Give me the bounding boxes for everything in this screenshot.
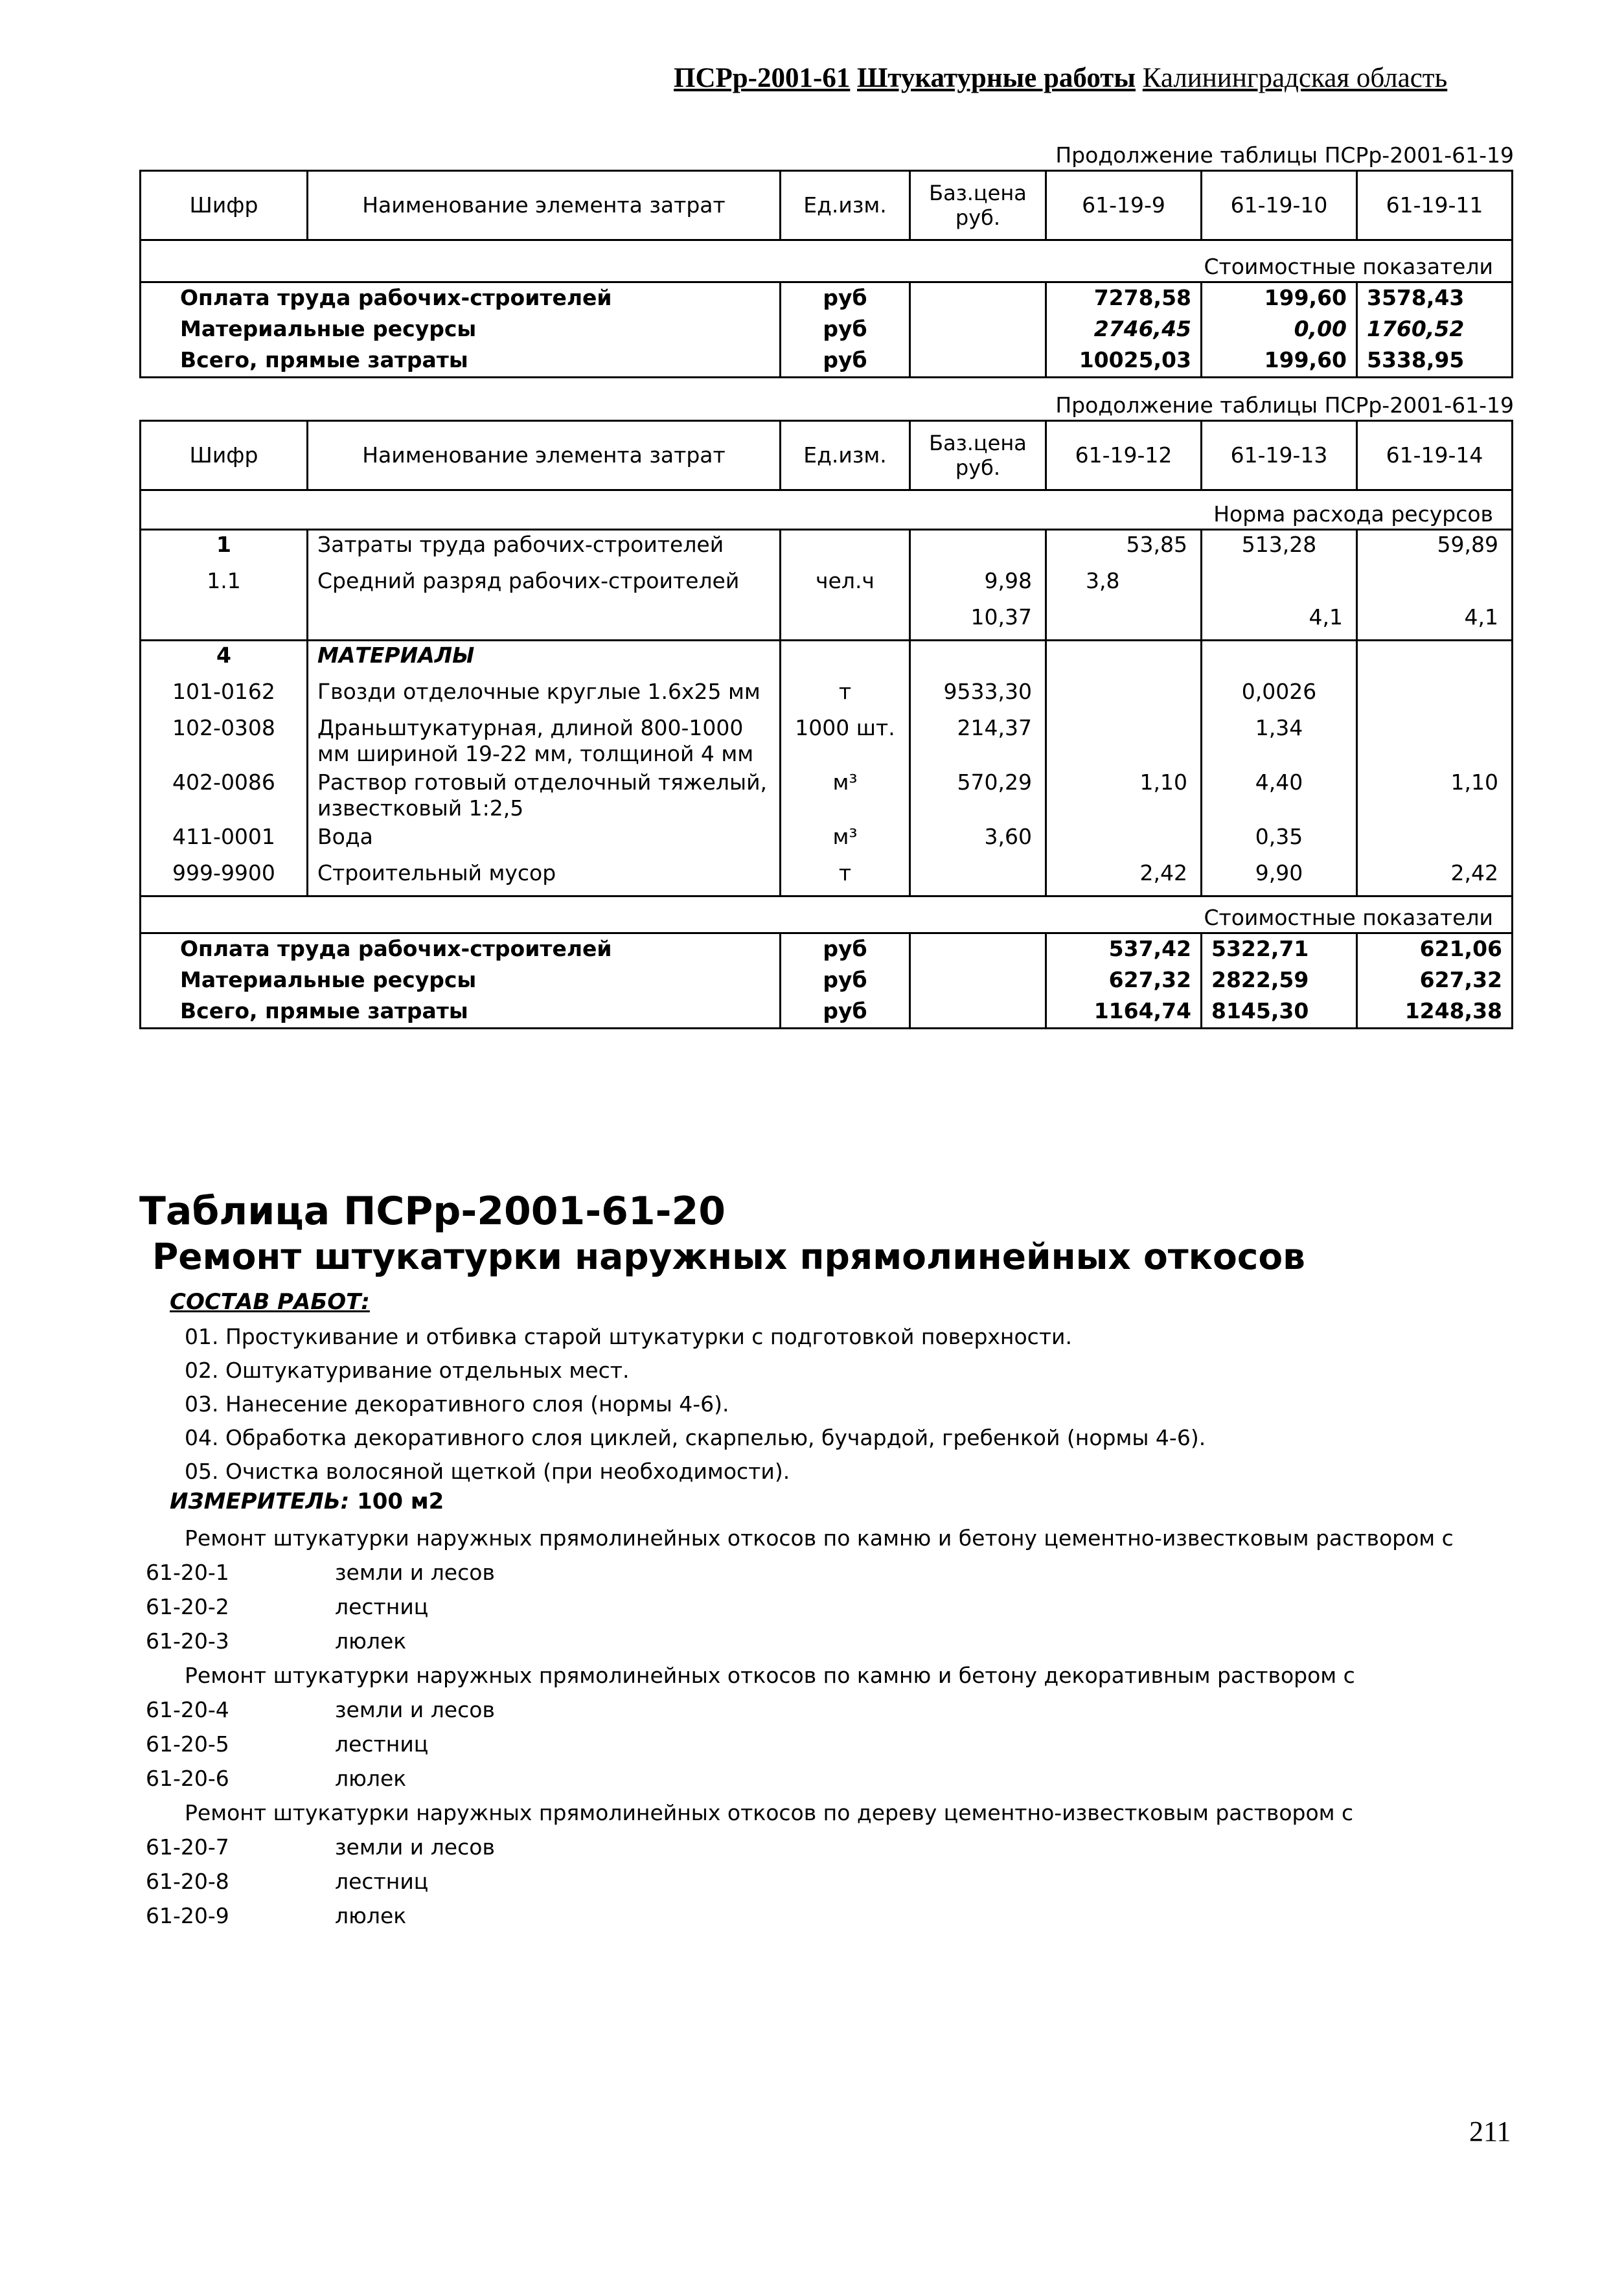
summary-row — [141, 345, 1513, 378]
row-name: Вода — [308, 823, 781, 859]
summary-unit: руб — [781, 933, 910, 966]
row-value: 53,85 — [1046, 530, 1202, 567]
row-name: Драньштукатурная, длиной 800-1000 мм шириной 19-22 мм, толщиной 4 мм — [308, 714, 781, 768]
norm-item — [146, 1830, 1454, 1864]
row-value — [1202, 567, 1357, 603]
summary-value: 0,00 — [1202, 314, 1357, 345]
summary-value: 5322,71 — [1202, 933, 1357, 966]
row-value — [1357, 678, 1513, 714]
norm-item — [146, 1864, 1454, 1899]
summary-name: Материальные ресурсы — [141, 314, 781, 345]
row-value: 2,42 — [1357, 859, 1513, 896]
row-unit: м³ — [781, 768, 910, 823]
summary-value: 1760,52 — [1357, 314, 1513, 345]
norm-groups — [146, 1521, 1454, 1933]
table-row — [141, 823, 1513, 859]
summary-price — [910, 996, 1046, 1029]
summary-name: Материальные ресурсы — [141, 965, 781, 996]
norm-code: 61-20-4 — [146, 1697, 229, 1722]
table-a-continuation-note: Продолжение таблицы ПСРр-2001-61-19 — [1055, 143, 1514, 168]
summary-price — [910, 314, 1046, 345]
col-header: Шифр — [141, 421, 308, 490]
row-value — [1357, 823, 1513, 859]
col-header: Баз.цена руб. — [910, 421, 1046, 490]
section-title: Стоимостные показатели — [141, 896, 1513, 933]
summary-value: 1164,74 — [1046, 996, 1202, 1029]
row-value: 9,90 — [1202, 859, 1357, 896]
section-title: Стоимостные показатели — [141, 240, 1513, 282]
norm-code: 61-20-9 — [146, 1903, 229, 1928]
row-price — [910, 641, 1046, 678]
norm-code: 61-20-3 — [146, 1628, 229, 1654]
summary-value: 10025,03 — [1046, 345, 1202, 378]
norm-item — [146, 1590, 1454, 1624]
table-row — [141, 714, 1513, 768]
row-price: 10,37 — [910, 603, 1046, 641]
row-value: 3,8 — [1046, 567, 1202, 603]
table-a — [139, 170, 1513, 378]
table-row — [141, 603, 1513, 641]
norm-code: 61-20-1 — [146, 1560, 229, 1585]
row-value: 4,1 — [1202, 603, 1357, 641]
col-header: Ед.изм. — [781, 171, 910, 240]
norm-text: люлек — [335, 1766, 407, 1791]
table-row — [141, 859, 1513, 896]
section-title: Норма расхода ресурсов — [141, 490, 1513, 530]
row-value — [1046, 823, 1202, 859]
summary-row — [141, 282, 1513, 315]
measure-line — [170, 1489, 444, 1514]
col-header: Наименование элемента затрат — [308, 421, 781, 490]
row-unit: т — [781, 678, 910, 714]
row-name: Строительный мусор — [308, 859, 781, 896]
norm-item — [146, 1555, 1454, 1590]
norm-text: лестниц — [335, 1731, 429, 1757]
summary-value: 2822,59 — [1202, 965, 1357, 996]
col-header: 61-19-14 — [1357, 421, 1513, 490]
row-price — [910, 530, 1046, 567]
norm-item — [146, 1727, 1454, 1761]
row-value: 4,1 — [1357, 603, 1513, 641]
norm-item — [146, 1899, 1454, 1933]
row-value — [1046, 678, 1202, 714]
row-code: 411-0001 — [141, 823, 308, 859]
row-price — [910, 859, 1046, 896]
norm-item — [146, 1693, 1454, 1727]
measure-value: 100 м2 — [357, 1489, 444, 1514]
col-header: 61-19-12 — [1046, 421, 1202, 490]
row-value — [1357, 641, 1513, 678]
summary-value: 7278,58 — [1046, 282, 1202, 315]
row-price: 570,29 — [910, 768, 1046, 823]
norm-text: лестниц — [335, 1594, 429, 1619]
table-b — [139, 420, 1513, 1029]
row-unit — [781, 530, 910, 567]
row-unit: 1000 шт. — [781, 714, 910, 768]
col-header: Ед.изм. — [781, 421, 910, 490]
group-description: Ремонт штукатурки наружных прямолинейных откосов по камню и бетону цементно-известковым раствором с — [185, 1525, 1454, 1551]
row-value: 513,28 — [1202, 530, 1357, 567]
summary-unit: руб — [781, 282, 910, 315]
summary-value: 3578,43 — [1357, 282, 1513, 315]
norm-item — [146, 1624, 1454, 1658]
summary-value: 621,06 — [1357, 933, 1513, 966]
summary-price — [910, 282, 1046, 315]
row-value: 59,89 — [1357, 530, 1513, 567]
row-code: 1.1 — [141, 567, 308, 603]
section-row — [141, 240, 1513, 282]
section-row — [141, 490, 1513, 530]
row-unit: чел.ч — [781, 567, 910, 603]
summary-value: 1248,38 — [1357, 996, 1513, 1029]
row-unit — [781, 641, 910, 678]
row-unit — [781, 603, 910, 641]
measure-label: ИЗМЕРИТЕЛЬ: — [170, 1489, 350, 1514]
norm-code: 61-20-6 — [146, 1766, 229, 1791]
summary-row — [141, 933, 1513, 966]
summary-row — [141, 996, 1513, 1029]
row-price: 9533,30 — [910, 678, 1046, 714]
summary-row — [141, 965, 1513, 996]
row-unit: м³ — [781, 823, 910, 859]
summary-value: 8145,30 — [1202, 996, 1357, 1029]
norm-code: 61-20-7 — [146, 1834, 229, 1860]
summary-value: 2746,45 — [1046, 314, 1202, 345]
work-item: 05. Очистка волосяной щеткой (при необходимости). — [185, 1459, 790, 1484]
col-header: 61-19-10 — [1202, 171, 1357, 240]
col-header: 61-19-11 — [1357, 171, 1513, 240]
row-name — [308, 603, 781, 641]
summary-unit: руб — [781, 996, 910, 1029]
summary-price — [910, 345, 1046, 378]
col-header: Шифр — [141, 171, 308, 240]
summary-name: Оплата труда рабочих-строителей — [141, 282, 781, 315]
header-title: Штукатурные работы — [857, 63, 1136, 93]
summary-value: 199,60 — [1202, 345, 1357, 378]
row-value: 1,34 — [1202, 714, 1357, 768]
row-price: 9,98 — [910, 567, 1046, 603]
works-list — [185, 1320, 1206, 1489]
norm-item — [146, 1761, 1454, 1796]
row-value: 0,0026 — [1202, 678, 1357, 714]
summary-value: 199,60 — [1202, 282, 1357, 315]
summary-price — [910, 965, 1046, 996]
row-code — [141, 603, 308, 641]
row-code: 101-0162 — [141, 678, 308, 714]
row-code: 999-9900 — [141, 859, 308, 896]
norm-text: земли и лесов — [335, 1560, 495, 1585]
group-description: Ремонт штукатурки наружных прямолинейных откосов по камню и бетону декоративным раствором с — [185, 1663, 1355, 1688]
row-price: 214,37 — [910, 714, 1046, 768]
work-item: 03. Нанесение декоративного слоя (нормы 4-6). — [185, 1391, 729, 1417]
work-item: 04. Обработка декоративного слоя циклей, скарпелью, бучардой, гребенкой (нормы 4-6). — [185, 1425, 1206, 1450]
row-value — [1046, 603, 1202, 641]
summary-value: 627,32 — [1357, 965, 1513, 996]
summary-name: Всего, прямые затраты — [141, 345, 781, 378]
table-b-continuation-note: Продолжение таблицы ПСРр-2001-61-19 — [1055, 393, 1514, 418]
row-name: Затраты труда рабочих-строителей — [308, 530, 781, 567]
summary-price — [910, 933, 1046, 966]
group-description: Ремонт штукатурки наружных прямолинейных откосов по дереву цементно-известковым раствором с — [185, 1800, 1354, 1825]
row-price: 3,60 — [910, 823, 1046, 859]
table-b-header-row — [141, 421, 1513, 490]
row-name: МАТЕРИАЛЫ — [308, 641, 781, 678]
row-value: 2,42 — [1046, 859, 1202, 896]
table-20-subtitle: Ремонт штукатурки наружных прямолинейных откосов — [152, 1236, 1305, 1277]
table-row — [141, 530, 1513, 567]
row-value — [1357, 714, 1513, 768]
page-header — [674, 62, 1509, 101]
summary-unit: руб — [781, 965, 910, 996]
works-heading: СОСТАВ РАБОТ: — [170, 1289, 370, 1315]
row-name: Раствор готовый отделочный тяжелый, известковый 1:2,5 — [308, 768, 781, 823]
table-row — [141, 567, 1513, 603]
summary-name: Оплата труда рабочих-строителей — [141, 933, 781, 966]
table-row — [141, 641, 1513, 678]
row-code: 402-0086 — [141, 768, 308, 823]
norm-text: земли и лесов — [335, 1697, 495, 1722]
summary-unit: руб — [781, 345, 910, 378]
summary-name: Всего, прямые затраты — [141, 996, 781, 1029]
summary-unit: руб — [781, 314, 910, 345]
norm-text: люлек — [335, 1628, 407, 1654]
row-value: 4,40 — [1202, 768, 1357, 823]
col-header: Наименование элемента затрат — [308, 171, 781, 240]
row-value: 1,10 — [1046, 768, 1202, 823]
table-20-title: Таблица ПСРр-2001-61-20 — [139, 1189, 726, 1234]
col-header: 61-19-13 — [1202, 421, 1357, 490]
row-value: 0,35 — [1202, 823, 1357, 859]
row-unit: т — [781, 859, 910, 896]
row-value — [1202, 641, 1357, 678]
table-row — [141, 678, 1513, 714]
row-code: 102-0308 — [141, 714, 308, 768]
row-value — [1357, 567, 1513, 603]
table-row — [141, 768, 1513, 823]
row-name: Гвозди отделочные круглые 1.6х25 мм — [308, 678, 781, 714]
section-row — [141, 896, 1513, 933]
summary-row — [141, 314, 1513, 345]
row-name: Средний разряд рабочих-строителей — [308, 567, 781, 603]
norm-text: земли и лесов — [335, 1834, 495, 1860]
norm-code: 61-20-5 — [146, 1731, 229, 1757]
norm-code: 61-20-8 — [146, 1869, 229, 1894]
summary-value: 537,42 — [1046, 933, 1202, 966]
col-header: 61-19-9 — [1046, 171, 1202, 240]
summary-value: 5338,95 — [1357, 345, 1513, 378]
row-code: 1 — [141, 530, 308, 567]
row-value — [1046, 714, 1202, 768]
row-value — [1046, 641, 1202, 678]
page-number: 211 — [1469, 2116, 1511, 2147]
row-code: 4 — [141, 641, 308, 678]
work-item: 01. Простукивание и отбивка старой штукатурки с подготовкой поверхности. — [185, 1324, 1072, 1349]
table-a-header-row — [141, 171, 1513, 240]
row-value: 1,10 — [1357, 768, 1513, 823]
header-code: ПСРр-2001-61 — [674, 63, 851, 93]
col-header: Баз.цена руб. — [910, 171, 1046, 240]
norm-text: люлек — [335, 1903, 407, 1928]
norm-text: лестниц — [335, 1869, 429, 1894]
norm-code: 61-20-2 — [146, 1594, 229, 1619]
work-item: 02. Оштукатуривание отдельных мест. — [185, 1358, 630, 1383]
header-region: Калининградская область — [1142, 63, 1448, 93]
summary-value: 627,32 — [1046, 965, 1202, 996]
